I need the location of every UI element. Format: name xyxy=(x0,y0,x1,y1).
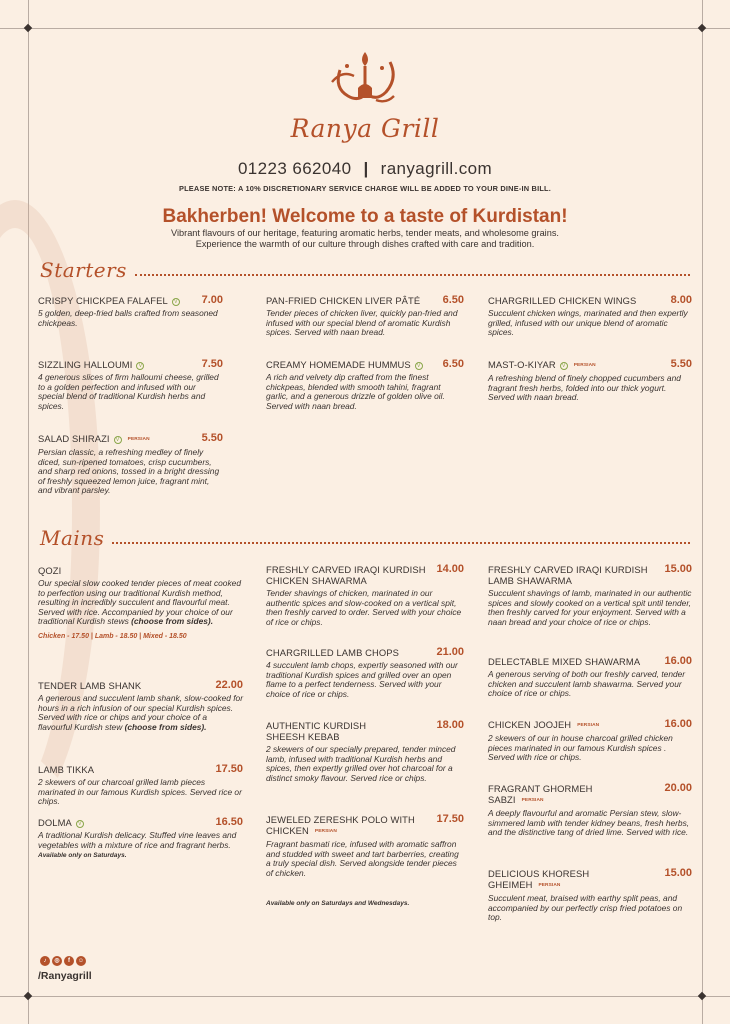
item-description: A traditional Kurdish delicacy. Stuffed vine leaves and vegetables with a mixture of rice and fragrant herbs. xyxy=(38,830,237,850)
snapchat-icon[interactable]: ☺ xyxy=(77,958,85,964)
vegetarian-icon: V xyxy=(172,298,180,306)
item-price: 22.00 xyxy=(215,679,243,691)
item-price: 17.50 xyxy=(436,813,464,825)
menu-item xyxy=(38,817,243,859)
item-description: A deeply flavourful and aromatic Persian stew, slow-simmered lamb with tender kidney beans, fresh herbs, and the distinctive tang of dried lime. Served with rice. xyxy=(488,808,690,838)
frame-line-top xyxy=(0,28,730,29)
persian-tag: PERSIAN xyxy=(573,363,596,368)
menu-item xyxy=(38,565,243,640)
item-name: SALAD SHIRAZI V $^{PERSIAN}$ xyxy=(38,433,150,444)
item-availability-note: Available only on Saturdays. xyxy=(38,852,127,860)
menu-item xyxy=(266,720,464,783)
social-icons xyxy=(40,956,86,966)
header xyxy=(0,48,730,193)
item-price: 21.00 xyxy=(436,646,464,658)
item-price: 18.00 xyxy=(436,719,464,731)
item-name: FRAGRANT GHORMEH SABZI $^{PERSIAN}$ xyxy=(488,783,593,805)
persian-tag: PERSIAN xyxy=(314,829,337,834)
menu-item xyxy=(488,783,692,838)
item-description: Succulent meat, braised with earthy split peas, and accompanied by our perfectly crisp fried potatoes on top. xyxy=(488,893,683,923)
item-description: 5 golden, deep-fried balls crafted from seasoned chickpeas. xyxy=(38,308,218,328)
item-description: A rich and velvety dip crafted from the finest chickpeas, blended with smooth tahini, fragrant garlic, and a generous drizzle of golden olive oil. Served with naan bread. xyxy=(266,372,445,411)
menu-item xyxy=(38,359,223,411)
corner-diamond-bl xyxy=(24,992,32,1000)
corner-diamond-br xyxy=(698,992,706,1000)
item-name: LAMB TIKKA xyxy=(38,764,95,775)
phone-number[interactable]: 01223 662040 xyxy=(237,159,352,178)
item-price: 15.00 xyxy=(664,867,692,879)
menu-item xyxy=(38,433,223,496)
vegetarian-icon: V xyxy=(415,362,423,370)
item-price: 20.00 xyxy=(664,782,692,794)
welcome-title: Bakherben! Welcome to a taste of Kurdistan! xyxy=(162,206,568,227)
item-name: CHARGRILLED CHICKEN WINGS xyxy=(488,295,637,306)
item-price: 16.00 xyxy=(664,655,692,667)
persian-tag: PERSIAN xyxy=(127,437,150,442)
item-description: Fragrant basmati rice, infused with aromatic saffron and studded with sweet and tart barberries, creating a truly special dish. Served alongside tender pieces of chicken. xyxy=(266,839,459,878)
menu-item xyxy=(266,295,464,338)
website-link[interactable]: ranyagrill.com xyxy=(380,159,493,178)
item-variants: Chicken - 17.50 | Lamb - 18.50 | Mixed - 18.50 xyxy=(38,632,187,640)
corner-diamond-tl xyxy=(24,24,32,32)
item-name: TENDER LAMB SHANK xyxy=(38,680,142,691)
item-name: DELECTABLE MIXED SHAWARMA xyxy=(488,656,641,667)
item-description: 4 generous slices of firm halloumi cheese, grilled to a golden perfection and infused with our special blend of traditional Kurdish herbs and spices. xyxy=(38,372,219,411)
welcome-block xyxy=(0,206,730,249)
item-description: Succulent chicken wings, marinated and then expertly grilled, infused with our unique blend of aromatic spices. xyxy=(488,308,688,338)
item-name: AUTHENTIC KURDISH SHEESH KEBAB xyxy=(266,720,367,742)
social-handle[interactable]: /Ranyagrill xyxy=(38,970,92,982)
section-divider xyxy=(135,274,690,276)
menu-item xyxy=(488,719,692,763)
item-price: 7.00 xyxy=(201,294,223,306)
menu-item xyxy=(266,814,464,878)
logo-icon xyxy=(320,48,410,110)
item-price: 16.50 xyxy=(215,816,243,828)
item-description: Our special slow cooked tender pieces of meat cooked to perfection using our traditional Kurdish method, resulting in incredibly succulent and flavourful meat. Served with rice. Accompanied by your choice of our traditional Kurdish stews (choose from sides). xyxy=(38,578,241,627)
section-mains xyxy=(40,526,690,548)
item-price: 5.50 xyxy=(670,358,692,370)
item-name: JEWELED ZERESHK POLO WITH CHICKEN $^{PERSIAN}$ xyxy=(266,814,415,836)
menu-item xyxy=(488,656,692,699)
corner-diamond-tr xyxy=(698,24,706,32)
menu-item xyxy=(266,647,464,699)
item-description: 2 skewers of our charcoal grilled lamb pieces marinated in our famous Kurdish spices. Served rice or chips. xyxy=(38,777,242,807)
item-name: SIZZLING HALLOUMI V xyxy=(38,359,144,370)
item-price: 6.50 xyxy=(442,358,464,370)
persian-tag: PERSIAN xyxy=(521,798,544,803)
item-description: Tender shavings of chicken, marinated in our authentic spices and slow-cooked on a vertical spit, then freshly carved to order. Served with your choice of rice or chips. xyxy=(266,588,462,627)
menu-item xyxy=(488,359,692,403)
item-price: 15.00 xyxy=(664,563,692,575)
welcome-line-1: Vibrant flavours of our heritage, featuring aromatic herbs, tender meats, and wholesome grains. xyxy=(171,228,559,238)
service-charge-notice: PLEASE NOTE: A 10% DISCRETIONARY SERVICE CHARGE WILL BE ADDED TO YOUR DINE-IN BILL. xyxy=(178,184,552,193)
item-name: FRESHLY CARVED IRAQI KURDISH LAMB SHAWARMA xyxy=(488,564,648,586)
item-name: DELICIOUS KHORESH GHEIMEH $^{PERSIAN}$ xyxy=(488,868,590,890)
menu-item xyxy=(488,868,692,923)
vegetarian-icon: V xyxy=(76,820,84,828)
section-starters xyxy=(40,258,690,280)
menu-item xyxy=(488,564,692,627)
item-description: 2 skewers of our specially prepared, tender minced lamb, infused with traditional Kurdish herbs and spices, then expertly grilled over hot charcoal for a distinct smoky flavour. Served rice or chips. xyxy=(266,744,456,783)
item-description: Succulent shavings of lamb, marinated in our authentic spices and slowly cooked on a vertical spit until tender, then freshly carved for your enjoyment. Served with a naan bread and your choice of rice or chips. xyxy=(488,588,692,627)
menu-item xyxy=(38,295,223,328)
item-name: DOLMA V xyxy=(38,817,84,828)
persian-tag: PERSIAN xyxy=(538,883,561,888)
item-description: Persian classic, a refreshing medley of finely diced, sun-ripened tomatoes, crisp cucumbers, and sharp red onions, tossed in a bright dressing of freshly squeezed lemon juice, fragrant mint, and vibrant parsley. xyxy=(38,447,220,496)
contact-line xyxy=(0,159,730,179)
item-description: Tender pieces of chicken liver, quickly pan-fried and infused with our special blend of aromatic Kurdish spices. Served with naan bread. xyxy=(266,308,458,338)
item-name: CRISPY CHICKPEA FALAFEL V xyxy=(38,295,180,306)
item-description: A refreshing blend of finely chopped cucumbers and fragrant fresh herbs, folded into our thick yogurt. Served with naan bread. xyxy=(488,373,681,403)
item-price: 16.00 xyxy=(664,718,692,730)
brand-name: Ranya Grill xyxy=(290,114,440,143)
facebook-icon[interactable]: f xyxy=(64,956,74,966)
item-name: PAN-FRIED CHICKEN LIVER PÂTÉ xyxy=(266,295,421,306)
item-description: A generous and succulent lamb shank, slow-cooked for hours in a rich infusion of our special Kurdish spices. Served with rice or chips and your choice of a flavourful Kurdish stew (choose from sides). xyxy=(38,693,243,732)
tiktok-icon[interactable]: ♪ xyxy=(40,956,50,966)
item-name: FRESHLY CARVED IRAQI KURDISH CHICKEN SHAWARMA xyxy=(266,564,426,586)
item-price: 14.00 xyxy=(436,563,464,575)
menu-item xyxy=(266,359,464,411)
vegetarian-icon: V xyxy=(560,362,568,370)
section-title-mains: Mains xyxy=(40,526,105,550)
welcome-line-2: Experience the warmth of our culture through dishes crafted with care and tradition. xyxy=(195,238,535,249)
item-price: 8.00 xyxy=(670,294,692,306)
item-name: CHICKEN JOOJEH $^{PERSIAN}$ xyxy=(488,719,600,730)
item-description: 2 skewers of our in house charcoal grilled chicken pieces marinated in our famous Kurdish spices . Served with rice or chips. xyxy=(488,733,673,763)
item-price: 17.50 xyxy=(215,763,243,775)
menu-item xyxy=(38,764,243,807)
frame-line-bottom xyxy=(0,996,730,997)
item-name: CREAMY HOMEMADE HUMMUS V xyxy=(266,359,423,370)
instagram-icon[interactable]: ◎ xyxy=(52,956,62,966)
menu-item xyxy=(38,680,243,732)
vegetarian-icon: V xyxy=(136,362,144,370)
menu-item xyxy=(488,295,692,338)
item-name: QOZI xyxy=(38,565,62,576)
availability-note: Available only on Saturdays and Wednesdays. xyxy=(266,900,410,907)
item-name: CHARGRILLED LAMB CHOPS xyxy=(266,647,399,658)
vegetarian-icon: V xyxy=(114,436,122,444)
section-title-starters: Starters xyxy=(40,258,127,282)
menu-item xyxy=(266,564,464,627)
item-description: 4 succulent lamb chops, expertly seasoned with our traditional Kurdish spices and grilled over an open flame to a perfect tenderness. Served with your choice of rice or chips. xyxy=(266,660,458,699)
item-description: A generous serving of both our freshly carved, tender chicken and succulent lamb shawarma. Served your choice of rice or chips. xyxy=(488,669,686,699)
item-name: MAST-O-KIYAR V $^{PERSIAN}$ xyxy=(488,359,596,370)
persian-tag: PERSIAN xyxy=(577,723,600,728)
item-price: 5.50 xyxy=(201,432,223,444)
item-price: 6.50 xyxy=(442,294,464,306)
item-price: 7.50 xyxy=(201,358,223,370)
section-divider xyxy=(112,542,690,544)
contact-separator: | xyxy=(363,159,369,178)
